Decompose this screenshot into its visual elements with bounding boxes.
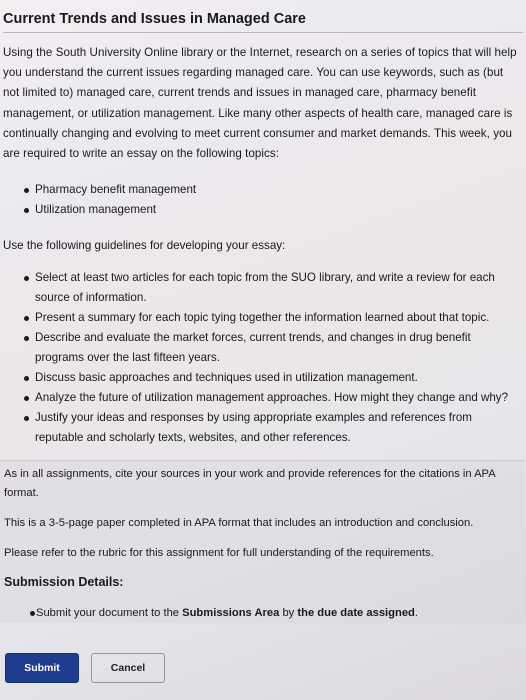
length-note: This is a 3-5-page paper completed in APA format that includes an introduction and conclusion. [4, 517, 474, 530]
list-item: Justify your ideas and responses by using appropriate examples and references from reputable and scholarly texts, websites, and other references. [3, 408, 520, 448]
list-item: Analyze the future of utilization management approaches. How might they change and why? [3, 388, 520, 408]
cancel-button[interactable]: Cancel [91, 653, 165, 683]
submission-heading: Submission Details: [4, 575, 124, 590]
rubric-note: Please refer to the rubric for this assignment for full understanding of the requirements. [4, 547, 434, 560]
due-date-text: the due date assigned [297, 607, 415, 620]
topics-list [3, 180, 520, 220]
list-item: Utilization management [3, 200, 520, 220]
list-item: Discuss basic approaches and techniques used in utilization management. [3, 368, 520, 388]
guidelines-list [3, 268, 520, 448]
details-panel [0, 460, 525, 623]
submission-text-suffix: . [414, 607, 418, 620]
submission-list [4, 603, 525, 623]
submit-button[interactable]: Submit [5, 653, 79, 683]
intro-paragraph: Using the South University Online library or the Internet, research on a series of topics that will help you understand the current issues regarding managed care. You can use keywords, such as (but not limited to) managed care, current trends and issues in managed care, pharmacy benefit management, or utilization management. Like many other aspects of health care, managed care is continually changing and evolving to meet current consumer and market demands. This week, you are required to write an essay on the following topics: [3, 46, 517, 161]
action-buttons [5, 653, 165, 683]
submission-text-middle: by [279, 607, 298, 620]
list-item: Select at least two articles for each topic from the SUO library, and write a review for each source of information. [3, 268, 520, 308]
list-item: Pharmacy benefit management [3, 180, 520, 200]
title-divider [3, 32, 523, 33]
list-item [4, 603, 525, 623]
submission-text-prefix: Submit your document to the [36, 607, 183, 620]
guidelines-intro: Use the following guidelines for developing your essay: [3, 239, 286, 253]
list-item: Present a summary for each topic tying together the information learned about that topic. [3, 308, 520, 328]
list-item: Describe and evaluate the market forces, current trends, and changes in drug benefit programs over the last fifteen years. [3, 328, 520, 368]
apa-note: As in all assignments, cite your sources in your work and provide references for the citations in APA format. [4, 468, 496, 500]
page-title: Current Trends and Issues in Managed Care [3, 11, 306, 27]
submissions-area-text: Submissions Area [182, 607, 280, 620]
